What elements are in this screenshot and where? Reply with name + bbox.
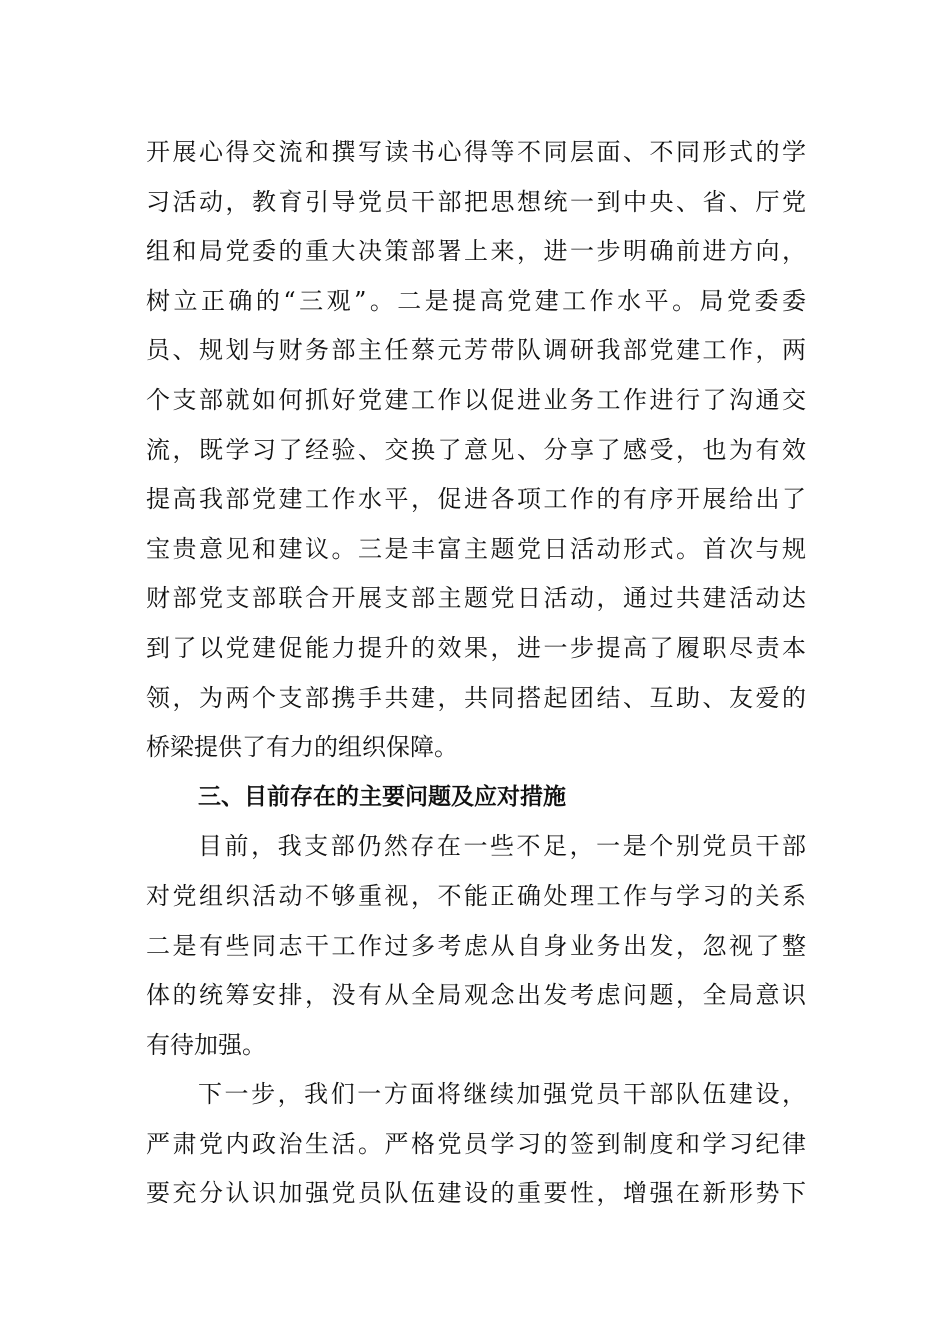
text-line: 树立正确的“三观”。二是提高党建工作水平。局党委委 <box>146 286 806 315</box>
text-line: 流，既学习了经验、交换了意见、分享了感受，也为有效 <box>146 435 806 464</box>
paragraph-first-line: 下一步，我们一方面将继续加强党员干部队伍建设， <box>198 1080 806 1109</box>
text-line: 严肃党内政治生活。严格党员学习的签到制度和学习纪律 <box>146 1129 806 1158</box>
text-line: 提高我部党建工作水平，促进各项工作的有序开展给出了 <box>146 485 806 514</box>
text-line: 员、规划与财务部主任蔡元芳带队调研我部党建工作，两 <box>146 336 806 365</box>
body-text <box>146 128 806 1219</box>
text-line: 财部党支部联合开展支部主题党日活动，通过共建活动达 <box>146 584 806 613</box>
text-line: 到了以党建促能力提升的效果，进一步提高了履职尽责本 <box>146 633 806 662</box>
text-line: 习活动，教育引导党员干部把思想统一到中央、省、厅党 <box>146 187 806 216</box>
text-line: 桥梁提供了有力的组织保障。 <box>146 733 458 762</box>
text-line: 领，为两个支部携手共建，共同搭起团结、互助、友爱的 <box>146 683 806 712</box>
text-line: 宝贵意见和建议。三是丰富主题党日活动形式。首次与规 <box>146 534 806 563</box>
text-line: 有待加强。 <box>146 1030 266 1059</box>
paragraph-first-line: 目前，我支部仍然存在一些不足，一是个别党员干部 <box>198 832 806 861</box>
text-line: 要充分认识加强党员队伍建设的重要性，增强在新形势下 <box>146 1179 806 1208</box>
text-line: 开展心得交流和撰写读书心得等不同层面、不同形式的学 <box>146 138 806 166</box>
text-line: 体的统筹安排，没有从全局观念出发考虑问题，全局意识 <box>146 981 806 1010</box>
section-heading: 三、目前存在的主要问题及应对措施 <box>198 783 566 810</box>
text-line: 组和局党委的重大决策部署上来，进一步明确前进方向， <box>146 237 806 266</box>
text-line: 二是有些同志干工作过多考虑从自身业务出发，忽视了整 <box>146 931 806 960</box>
text-line: 个支部就如何抓好党建工作以促进业务工作进行了沟通交 <box>146 385 806 414</box>
text-line: 对党组织活动不够重视，不能正确处理工作与学习的关系 <box>146 881 806 910</box>
